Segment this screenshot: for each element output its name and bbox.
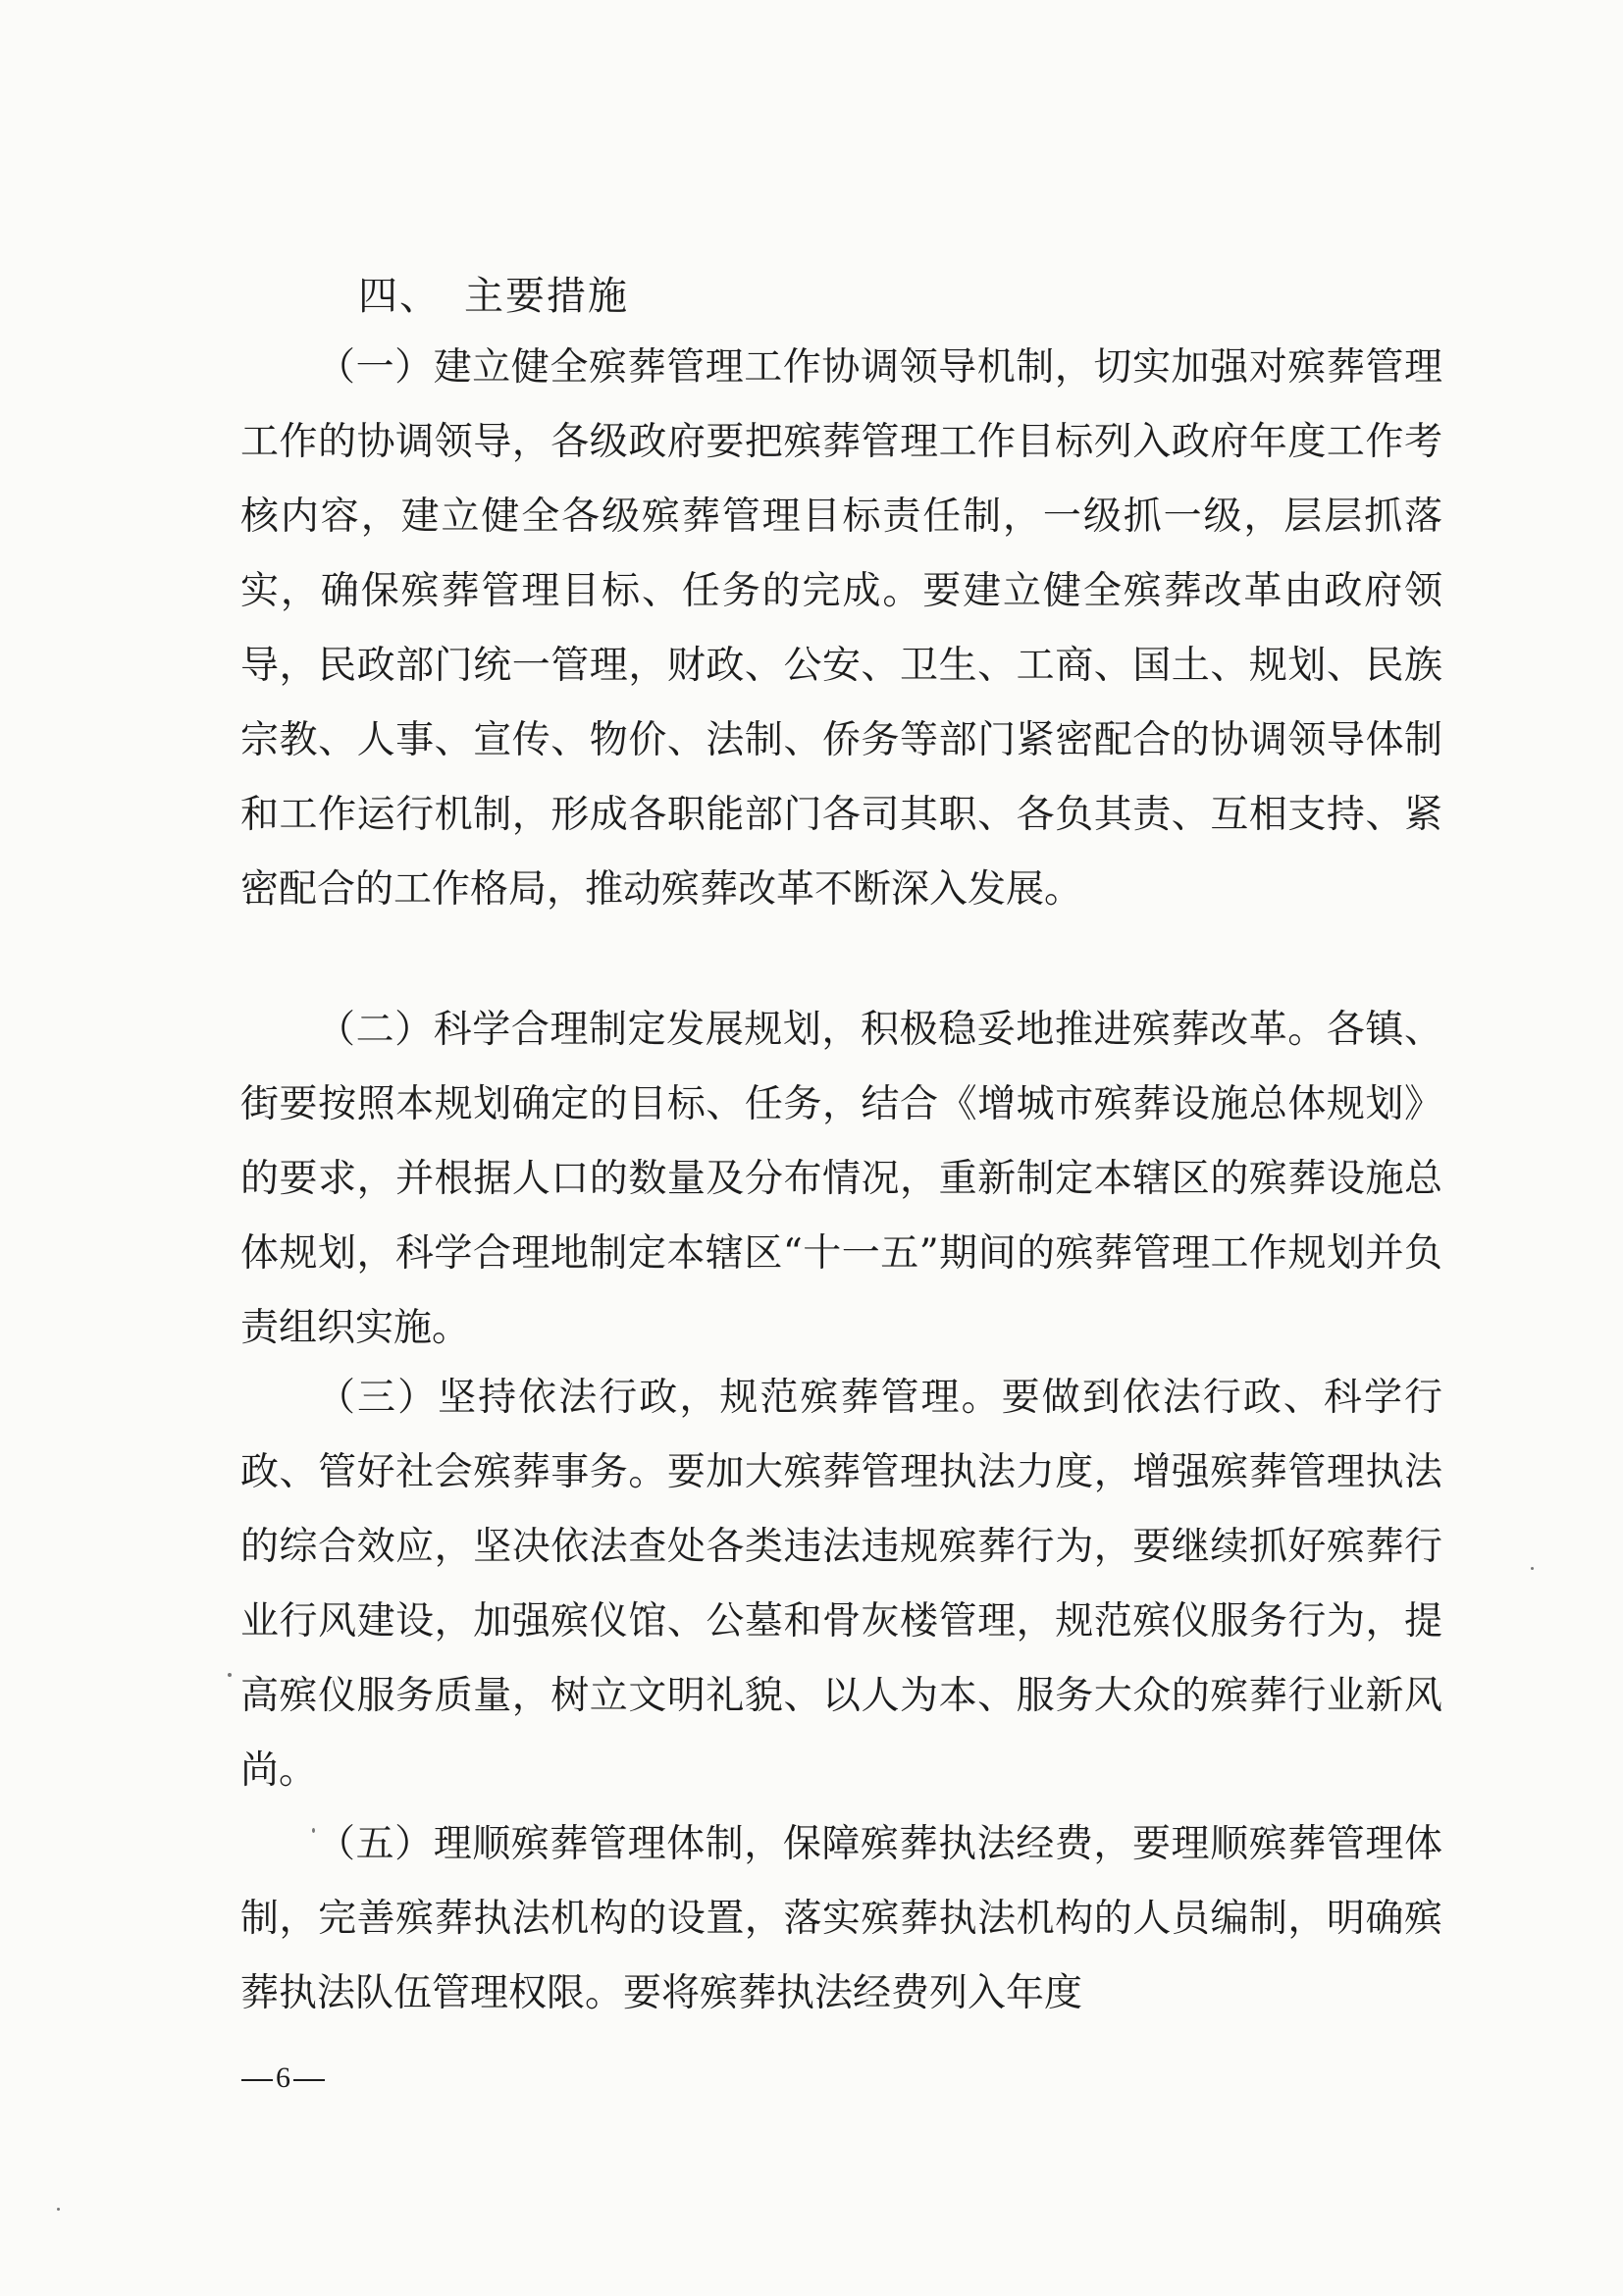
paragraph-4-block	[240, 1807, 1442, 2031]
paragraph-3-block	[240, 1361, 1442, 1808]
scan-speck	[57, 2208, 60, 2211]
scan-speck	[228, 1673, 232, 1677]
page-number: 6	[276, 2061, 290, 2094]
scan-speck	[312, 1828, 315, 1833]
paragraph: （一）建立健全殡葬管理工作协调领导机制，切实加强对殡葬管理工作的协调领导，各级政府要把殡葬管理工作目标列入政府年度工作考核内容，建立健全各级殡葬管理目标责任制，一级抓一级，层层抓落实，确保殡葬管理目标、任务的完成。要建立健全殡葬改革由政府领导，民政部门统一管理，财政、公安、卫生、工商、国土、规划、民族宗教、人事、宣传、物价、法制、侨务等部门紧密配合的协调领导体制和工作运行机制，形成各职能部门各司其职、各负其责、互相支持、紧密配合的工作格局，推动殡葬改革不断深入发展。	[240, 345, 1442, 912]
paragraph: （三）坚持依法行政，规范殡葬管理。要做到依法行政、科学行政、管好社会殡葬事务。要加大殡葬管理执法力度，增强殡葬管理执法的综合效应，坚决依法查处各类违法违规殡葬行为，要继续抓好殡葬行业行风建设，加强殡仪馆、公墓和骨灰楼管理，规范殡仪服务行为，提高殡仪服务质量，树立文明礼貌、以人为本、服务大众的殡葬行业新风尚。	[240, 1376, 1442, 1793]
paragraph: （五）理顺殡葬管理体制，保障殡葬执法经费，要理顺殡葬管理体制，完善殡葬执法机构的设置，落实殡葬执法机构的人员编制，明确殡葬执法队伍管理权限。要将殡葬执法经费列入年度	[240, 1822, 1442, 2015]
page-footer	[241, 2059, 325, 2098]
section-title: 主要措施	[464, 274, 629, 319]
section-heading	[358, 267, 629, 326]
section-number: 四、	[358, 274, 441, 319]
paragraph-1-block	[240, 331, 1442, 927]
scan-speck	[1531, 1567, 1534, 1570]
paragraph-2-block	[240, 993, 1442, 1366]
footer-dash-left	[241, 2079, 273, 2081]
footer-dash-right	[293, 2079, 325, 2081]
paragraph: （二）科学合理制定发展规划，积极稳妥地推进殡葬改革。各镇、街要按照本规划确定的目标、任务，结合《增城市殡葬设施总体规划》的要求，并根据人口的数量及分布情况，重新制定本辖区的殡葬设施总体规划，科学合理地制定本辖区“十一五”期间的殡葬管理工作规划并负责组织实施。	[240, 1008, 1442, 1350]
